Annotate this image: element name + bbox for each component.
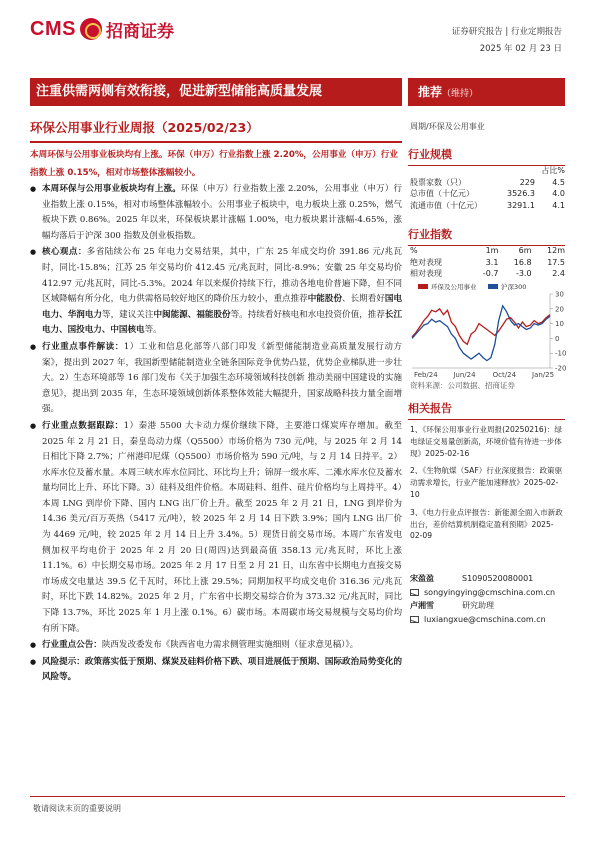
report-date: 2025 年 02 月 23 日 bbox=[479, 44, 562, 54]
bullet-text: 1）工业和信息化部等八部门印发《新型储能制造业高质量发展行动方案》，提出到 2027 年，我国新型储能制造业全链条国际竞争优势凸显，优势企业梯队进一步壮大。2）生态环境部等 16 部门发布《关于加强生态环境领域科技创新 推动美丽中国建设的实施意见》，提出到 2035 年，生态环境领域创新体系整体效能大幅提升，国家战略科技力量全面增强。 bbox=[42, 341, 403, 415]
analyst-cert: S1090520080001 bbox=[462, 574, 534, 584]
cell-value: 3526.3 bbox=[507, 189, 535, 199]
bullet-bold: 中能股份 bbox=[307, 294, 343, 305]
bullet-text: 等。 bbox=[144, 325, 162, 336]
table-row bbox=[410, 165, 565, 177]
bullet-weekly bbox=[30, 182, 402, 244]
series-line-1 bbox=[412, 306, 550, 361]
col-header: 12m bbox=[547, 246, 565, 256]
analyst-email[interactable]: luxiangxue@cmschina.com.cn bbox=[424, 614, 546, 624]
legend-swatch bbox=[488, 284, 498, 289]
scale-table bbox=[410, 165, 565, 211]
table-row bbox=[410, 188, 565, 200]
analyst-row bbox=[410, 599, 565, 613]
cell-value: 3.1 bbox=[485, 257, 499, 267]
cell-value: 17.5 bbox=[547, 257, 565, 267]
analyst-role: 研究助理 bbox=[462, 601, 494, 611]
chart-source: 资料来源：公司数据、招商证券 bbox=[410, 381, 515, 390]
y-tick-label: 0 bbox=[555, 334, 560, 343]
analyst-name: 宋盈盈 bbox=[410, 574, 434, 584]
analyst-row bbox=[410, 586, 565, 600]
bullet-text: 政策落实低于预期、煤炭及硅料价格下跌、项目进展低于预期、国际政治局势变化的风险等。 bbox=[42, 656, 403, 683]
rating-label: 推荐 bbox=[418, 85, 443, 99]
x-tick-label: Jun/24 bbox=[453, 371, 476, 379]
cell-label: 绝对表现 bbox=[410, 257, 442, 267]
logo bbox=[30, 16, 174, 42]
cell-label: 相对表现 bbox=[410, 269, 442, 279]
header-meta bbox=[452, 24, 562, 58]
report-subtitle: 环保公用事业行业周报（2025/02/23） bbox=[30, 120, 259, 135]
related-report-item[interactable]: 2、《生物航煤（SAF）行业深度报告：政策驱动需求增长，行业产能加速释放》2025-02-10 bbox=[410, 466, 563, 499]
cell-label: 股票家数（只） bbox=[410, 177, 466, 187]
cell-pct: 4.5 bbox=[552, 177, 565, 187]
rating-bar bbox=[408, 78, 565, 106]
bullet-text: 等，建议关注 bbox=[102, 309, 154, 320]
cell-value: 16.8 bbox=[513, 257, 532, 267]
mail-icon bbox=[410, 616, 419, 623]
cell-pct: 4.0 bbox=[552, 189, 565, 199]
related-report-item[interactable]: 1、《环保公用事业行业周报(20250216)：绿电绿证交易量创新高，环境价值有待进一步体现》2025-02-16 bbox=[410, 425, 562, 458]
footer-note: 敬请阅读末页的重要说明 bbox=[33, 804, 121, 813]
subtitle-divider bbox=[30, 141, 402, 143]
bullet-text: 等。持续看好核电和水电投资价值，推荐 bbox=[230, 309, 385, 320]
report-title: 注重供需两侧有效衔接，促进新型储能高质量发展 bbox=[36, 84, 323, 99]
table-row bbox=[410, 257, 565, 269]
col-header: % bbox=[410, 246, 418, 256]
bullet-head: 本周环保与公用事业板块均有上涨。 bbox=[42, 184, 181, 194]
pct-header: 占比% bbox=[541, 166, 565, 176]
bullet-head: 行业重点数据跟踪： bbox=[42, 420, 124, 431]
title-bar bbox=[30, 78, 402, 106]
analyst-row bbox=[410, 613, 565, 627]
abstract: 本周环保与公用事业板块均有上涨。环保（申万）行业指数上涨 2.20%，公用事业（申万）行业指数上涨 0.15%，相对市场整体涨幅较小。 bbox=[30, 150, 398, 178]
cell-pct: 4.1 bbox=[552, 200, 565, 210]
y-tick-label: 10 bbox=[555, 320, 564, 329]
bullet-data bbox=[30, 419, 402, 637]
index-table bbox=[410, 245, 565, 280]
table-row bbox=[410, 177, 565, 189]
index-section-title: 行业指数 bbox=[408, 226, 565, 246]
cell-value: -3.0 bbox=[515, 269, 532, 279]
bullet-text: 多省陆续公布 25 年电力交易结果，其中，广东 25 年成交均价 391.86 元/兆瓦时，同比-15.8%；江苏 25 年交易均价 412.45 元/兆瓦时，同比-8.9%；安徽 25 年交易均价 412.97 元/兆瓦时，同比-5.3%。2024 年以来煤价持续下行，推动各地电价普遍下降，但不同区域降幅有所分化，电力供需格局较好地区的降价压力较小，重点推荐 bbox=[42, 247, 402, 305]
bullet-events bbox=[30, 340, 402, 418]
related-reports bbox=[410, 424, 565, 548]
y-tick-label: 20 bbox=[555, 305, 564, 314]
bullet-head: 风险提示： bbox=[42, 656, 85, 667]
analyst-email[interactable]: songyingying@cmschina.com.cn bbox=[424, 587, 556, 597]
report-type: 证券研究报告 | 行业定期报告 bbox=[451, 27, 562, 37]
y-tick-label: 30 bbox=[555, 290, 564, 299]
series-line-0 bbox=[412, 309, 550, 345]
bullet-head: 行业重点公告： bbox=[42, 640, 102, 651]
footer-divider bbox=[30, 796, 565, 797]
bullet-bold: 国电电力、华润电力 bbox=[42, 294, 403, 320]
cell-value: 2.4 bbox=[552, 269, 565, 279]
bullet-core bbox=[30, 245, 402, 339]
bullet-risk bbox=[30, 655, 402, 686]
cell-value: 3291.1 bbox=[507, 200, 535, 210]
bullet-text: 环保（申万）行业指数上涨 2.20%，公用事业（申万）行业指数上涨 0.15%，相对市场整体涨幅较小。公用事业子板块中，电力板块上涨 0.25%，燃气板块下跌 0.86%。2025 年以来，环保板块累计涨幅 1.00%，电力板块累计涨幅-4.65%，涨幅均落后于沪深 300 指数及创业板指数。 bbox=[42, 184, 403, 241]
table-row bbox=[410, 268, 565, 280]
index-chart bbox=[400, 280, 565, 380]
scale-section-title: 行业规模 bbox=[408, 146, 565, 166]
analysts bbox=[410, 572, 565, 626]
related-section-title: 相关报告 bbox=[408, 400, 565, 420]
cell-label: 总市值（十亿元） bbox=[410, 189, 474, 199]
y-tick-label: -20 bbox=[555, 364, 567, 373]
legend-label: 沪深300 bbox=[501, 283, 527, 291]
logo-cms: CMS bbox=[30, 17, 76, 40]
legend-swatch bbox=[418, 284, 428, 289]
col-header: 6m bbox=[518, 246, 532, 256]
bullet-head: 核心观点： bbox=[42, 247, 87, 258]
bullet-list bbox=[30, 182, 402, 687]
logo-cn: 招商证券 bbox=[105, 21, 174, 42]
mail-icon bbox=[410, 589, 419, 596]
logo-badge-icon bbox=[80, 18, 102, 40]
rating-sub: （维持） bbox=[442, 89, 479, 99]
x-tick-label: Jan/25 bbox=[532, 371, 555, 379]
col-header: 1m bbox=[485, 246, 499, 256]
bullet-bold: 长江电力、国投电力、中国核电 bbox=[42, 309, 403, 336]
analyst-row bbox=[410, 572, 565, 586]
related-report-item[interactable]: 3、《电力行业点评报告：新能源全面入市新政出台，差价结算机制稳定盈利预期》2025-02-09 bbox=[410, 507, 563, 541]
x-tick-label: Oct/24 bbox=[492, 371, 517, 379]
y-tick-label: -10 bbox=[555, 349, 567, 358]
x-tick-label: Feb/24 bbox=[414, 371, 438, 379]
cell-value: -0.7 bbox=[482, 269, 499, 279]
bullet-text: 1）秦港 5500 大卡动力煤价继续下降，主要港口煤炭库存增加。截至 2025 年 2 月 21 日，秦皇岛动力煤（Q5500）市场价格为 730 元/吨，与 2025 年 2 月 14 日相比下降 2.7%；广州港印尼煤（Q5500）市场价格为 590 元/吨，与 2 月 14 日持平。2）水库水位及蓄水量。本周三峡水库水位同比、环比均上升；锦屏一级水库、二滩水库水位及蓄水量均同比上升、环比下降。3）硅料及组件价格。本周硅料、组件、硅片价格均与上周持平。4）本周 LNG 到岸价下降、国内 LNG 出厂价上升。截至 2025 年 2 月 21 日，LNG 到岸价为 14.36 美元/百万英热（5417 元/吨），较 2025 年 2 月 14 日下跌 3.9%；国内 LNG 出厂价为 4469 元/吨，较 2025 年 2 月 14 日上升 3.4%。5）现货日前交易市场。本周广东省发电侧加权平均电价于 2025 年 2 月 20 日(周四)达到最高值 358.13 元/兆瓦时，环比上涨 11.1%。6）中长期交易市场。2025 年 2 月 17 日至 2 月 21 日，山东省中长期电力直接交易市场成交电量达 39.5 亿千瓦时，环比上涨 29.5%；同期加权平均成交电价 316.36 元/兆瓦时，环比下跌 14.82%。2025 年 2 月，广东省中长期交易综合价为 373.32 元/兆瓦时，同比下降 13.7%，环比 2025 年 1 月上涨 0.1%。6）碳市场。本周碳市场交易规模与交易均价均有所下降。 bbox=[42, 420, 403, 634]
bullet-head: 行业重点事件解读： bbox=[42, 341, 124, 352]
analyst-name: 卢湘雪 bbox=[410, 601, 434, 611]
industry-label: 周期/环保及公用事业 bbox=[410, 122, 485, 131]
legend-label: 环保及公用事业 bbox=[431, 283, 477, 291]
cell-label: 流通市值（十亿元） bbox=[410, 200, 482, 210]
table-row bbox=[410, 245, 565, 257]
bullet-text: 、长期看好 bbox=[342, 294, 385, 305]
table-row bbox=[410, 200, 565, 212]
bullet-text: 陕西发改委发布《陕西省电力需求侧管理实施细则（征求意见稿）》。 bbox=[101, 640, 359, 651]
bullet-announcement bbox=[30, 638, 402, 654]
bullet-bold: 中闽能源、福能股份 bbox=[153, 309, 231, 320]
cell-value: 229 bbox=[519, 177, 535, 187]
